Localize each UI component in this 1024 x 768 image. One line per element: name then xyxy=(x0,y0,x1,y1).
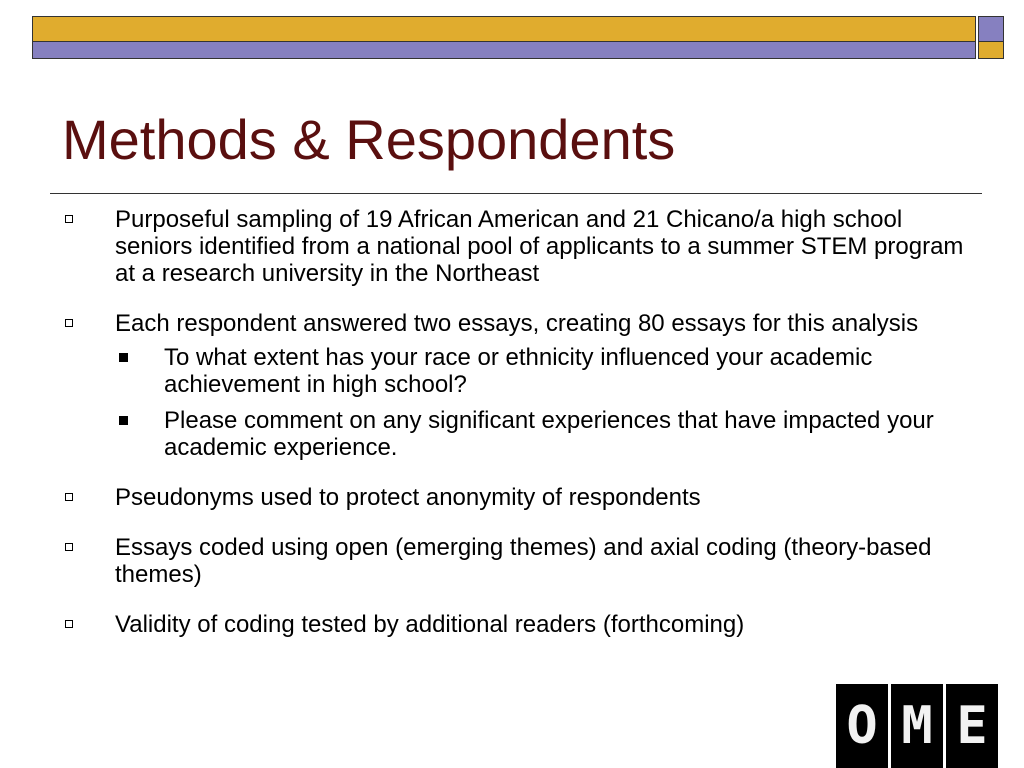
bullet-pseudonyms xyxy=(62,484,972,511)
hollow-square-bullet-icon xyxy=(65,215,73,223)
sub-bullet-item xyxy=(115,344,972,398)
bullet-essays xyxy=(62,310,972,461)
hollow-square-bullet-icon xyxy=(65,620,73,628)
sub-bullet-text: Please comment on any significant experiences that have impacted your academic experience. xyxy=(164,407,934,461)
bullet-text: Purposeful sampling of 19 African American and 21 Chicano/a high school seniors identified from a national pool of applicants to a summer STEM program at a research university in the Northeast xyxy=(115,206,964,287)
bullet-text: Pseudonyms used to protect anonymity of respondents xyxy=(115,484,701,511)
bullet-coding xyxy=(62,534,972,588)
sub-bullet-text: To what extent has your race or ethnicity influenced your academic achievement in high school? xyxy=(164,344,873,398)
slide-body xyxy=(62,206,972,661)
bullet-text: Essays coded using open (emerging themes) and axial coding (theory-based themes) xyxy=(115,534,932,588)
bullet-text: Validity of coding tested by additional readers (forthcoming) xyxy=(115,611,745,638)
header-square-gold xyxy=(978,42,1004,59)
filled-square-bullet-icon xyxy=(119,416,128,425)
filled-square-bullet-icon xyxy=(119,353,128,362)
hollow-square-bullet-icon xyxy=(65,319,73,327)
header-bar-purple xyxy=(32,42,976,59)
header-bar-gold xyxy=(32,16,976,42)
header-square-purple xyxy=(978,16,1004,42)
sub-bullet-list xyxy=(115,344,972,461)
hollow-square-bullet-icon xyxy=(65,543,73,551)
bullet-sampling xyxy=(62,206,972,287)
slide-title: Methods & Respondents xyxy=(62,108,676,171)
bullet-validity xyxy=(62,611,972,638)
sub-bullet-item xyxy=(115,407,972,461)
logo-letter-e: E xyxy=(946,684,998,768)
hollow-square-bullet-icon xyxy=(65,493,73,501)
ome-logo xyxy=(836,684,998,768)
logo-letter-m: M xyxy=(891,684,943,768)
logo-letter-o: O xyxy=(836,684,888,768)
bullet-text: Each respondent answered two essays, creating 80 essays for this analysis xyxy=(115,310,919,337)
title-divider xyxy=(50,193,982,194)
